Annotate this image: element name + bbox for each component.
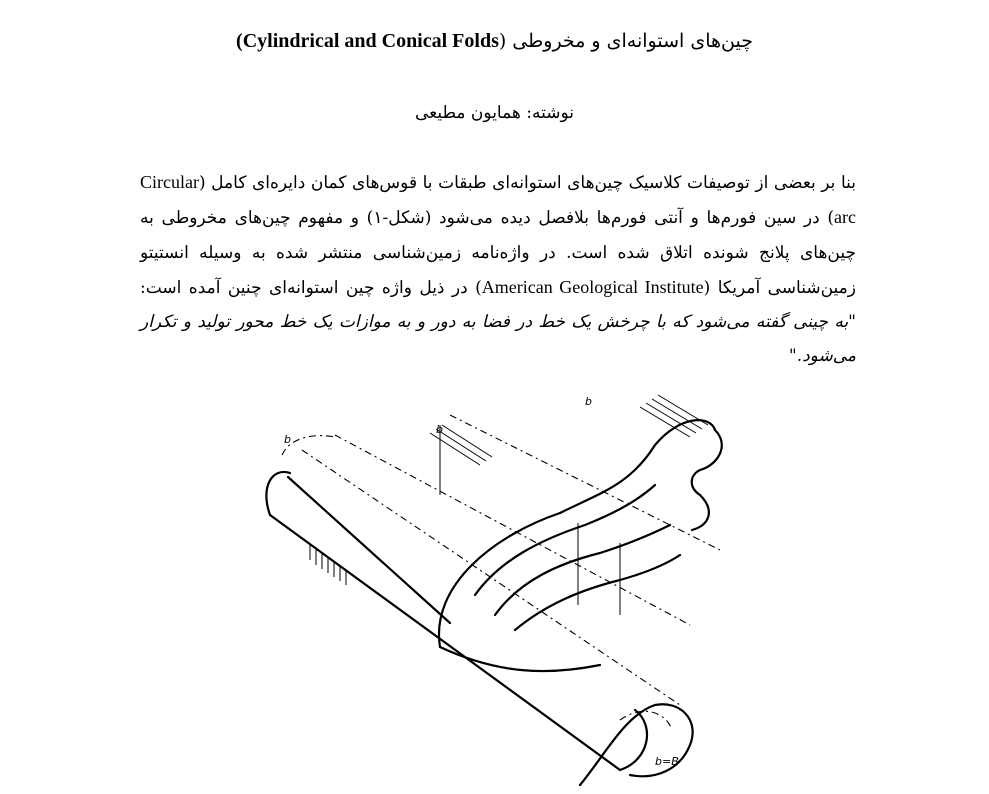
label-b-equals-B: b=B [655,755,679,768]
cylinder-end-cap [266,472,290,515]
bottom-scroll [580,704,693,785]
lower-fold-arc [440,647,600,671]
main-fold-arc [439,513,560,647]
document-title [0,30,989,53]
label-b-right: b [585,395,592,408]
axis-line-lower [302,450,680,705]
label-b-left: b [284,433,291,446]
paragraph-part-3: ) در ذیل واژه چین استوانه‌ای چنین آمده است: [140,277,482,298]
fold-layer-3 [515,555,680,630]
paragraph-part-2: ) در سین فورم‌ها و آنتی فورم‌ها بلافصل دیده می‌شود (شکل-۱) و مفهوم چین‌های مخروطی به چین‌های پلانج شونده اتلاق شده است. در واژه‌نامه زمین‌شناسی منتشر شده به وسیله انستیتو زمین‌شناسی آمریکا ( [140,208,856,298]
paragraph-part-1: بنا بر بعضی از توصیفات کلاسیک چین‌های استوانه‌ای طبقات با قوس‌های کمان دایره‌ای کامل ( [198,173,856,193]
body-paragraph [140,165,856,374]
author-line: نوشته: همایون مطیعی [414,103,575,123]
right-fold-cap [692,430,722,495]
term-circular-arc: Circular arc [140,172,856,228]
fold-layer-2 [495,525,670,615]
definition-quote: "به چینی گفته می‌شود که با چرخش یک خط در فضا به دور و به موازات یک خط محور تولید و تکرار می‌شود." [140,312,856,367]
cylinder-top-edge [288,477,450,623]
title-english: Cylindrical and Conical Folds) [236,30,499,52]
fold-figure [260,375,740,790]
right-fold-cap-2 [692,495,709,530]
upper-hatching [640,395,708,437]
term-agi: American Geological Institute [481,276,704,297]
cylinder-shading [310,545,346,585]
label-b-mid: b [436,423,443,436]
title-persian: چین‌های استوانه‌ای و مخروطی ( [498,30,753,52]
cylindrical-fold-illustration [260,375,740,790]
axis-line-upper [450,415,720,550]
